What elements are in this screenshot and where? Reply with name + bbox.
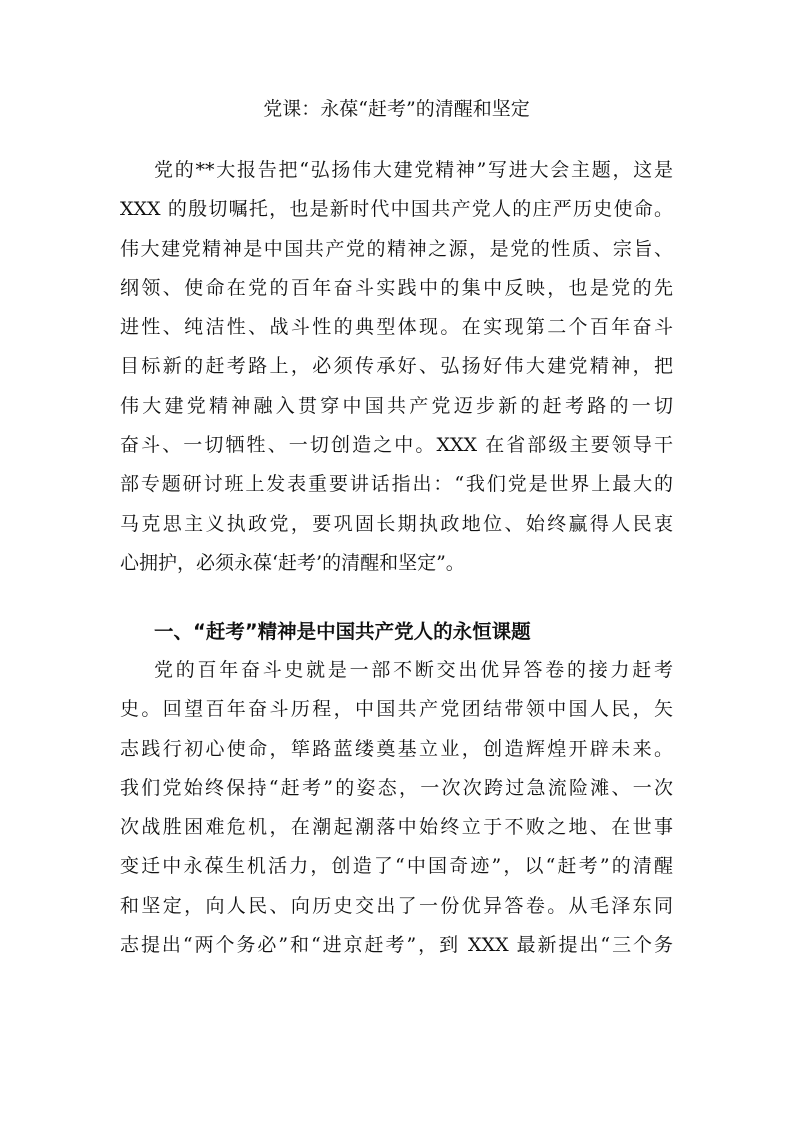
paragraph-2 <box>120 651 673 965</box>
paragraph-line: 伟大建党精神融入贯穿中国共产党迈步新的赶考路的一切 <box>120 394 673 417</box>
section-heading: 一、“赶考”精神是中国共产党人的永恒课题 <box>154 620 531 643</box>
paragraph-line: 我们党始终保持“赶考”的姿态，一次次跨过急流险滩、一次 <box>120 776 673 799</box>
paragraph-line: 次战胜困难危机，在潮起潮落中始终立于不败之地、在世事 <box>120 816 673 839</box>
paragraph-line: 目标新的赶考路上，必须传承好、弘扬好伟大建党精神，把 <box>120 355 673 378</box>
paragraph-line: 志提出“两个务必”和“进京赶考”，到 XXX 最新提出“三个务 <box>120 934 673 957</box>
page-title: 党课：永葆“赶考”的清醒和坚定 <box>263 98 530 120</box>
paragraph-line: 志践行初心使命，筚路蓝缕奠基立业，创造辉煌开辟未来。 <box>120 737 673 760</box>
paragraph-line: 变迁中永葆生机活力，创造了“中国奇迹”，以“赶考”的清醒 <box>120 855 673 878</box>
paragraph-line: 进性、纯洁性、战斗性的典型体现。在实现第二个百年奋斗 <box>120 316 673 339</box>
paragraph-line: 心拥护，必须永葆‘赶考’的清醒和坚定”。 <box>120 551 465 574</box>
paragraph-line: 纲领、使命在党的百年奋斗实践中的集中反映，也是党的先 <box>120 276 673 299</box>
paragraph-line: 伟大建党精神是中国共产党的精神之源，是党的性质、宗旨、 <box>120 237 673 260</box>
paragraph-line: 和坚定，向人民、向历史交出了一份优异答卷。从毛泽东同 <box>120 894 673 917</box>
paragraph-line: 党的**大报告把“弘扬伟大建党精神”写进大会主题，这是 <box>154 159 673 181</box>
paragraph-line: 史。回望百年奋斗历程，中国共产党团结带领中国人民，矢 <box>120 698 673 721</box>
paragraph-line: 党的百年奋斗史就是一部不断交出优异答卷的接力赶考 <box>154 659 673 681</box>
paragraph-1 <box>120 151 673 583</box>
paragraph-line: XXX 的殷切嘱托，也是新时代中国共产党人的庄严历史使命。 <box>120 198 673 221</box>
paragraph-line: 奋斗、一切牺牲、一切创造之中。XXX 在省部级主要领导干 <box>120 434 673 457</box>
paragraph-line: 部专题研讨班上发表重要讲话指出：“我们党是世界上最大的 <box>120 473 673 496</box>
paragraph-line: 马克思主义执政党，要巩固长期执政地位、始终赢得人民衷 <box>120 512 673 535</box>
